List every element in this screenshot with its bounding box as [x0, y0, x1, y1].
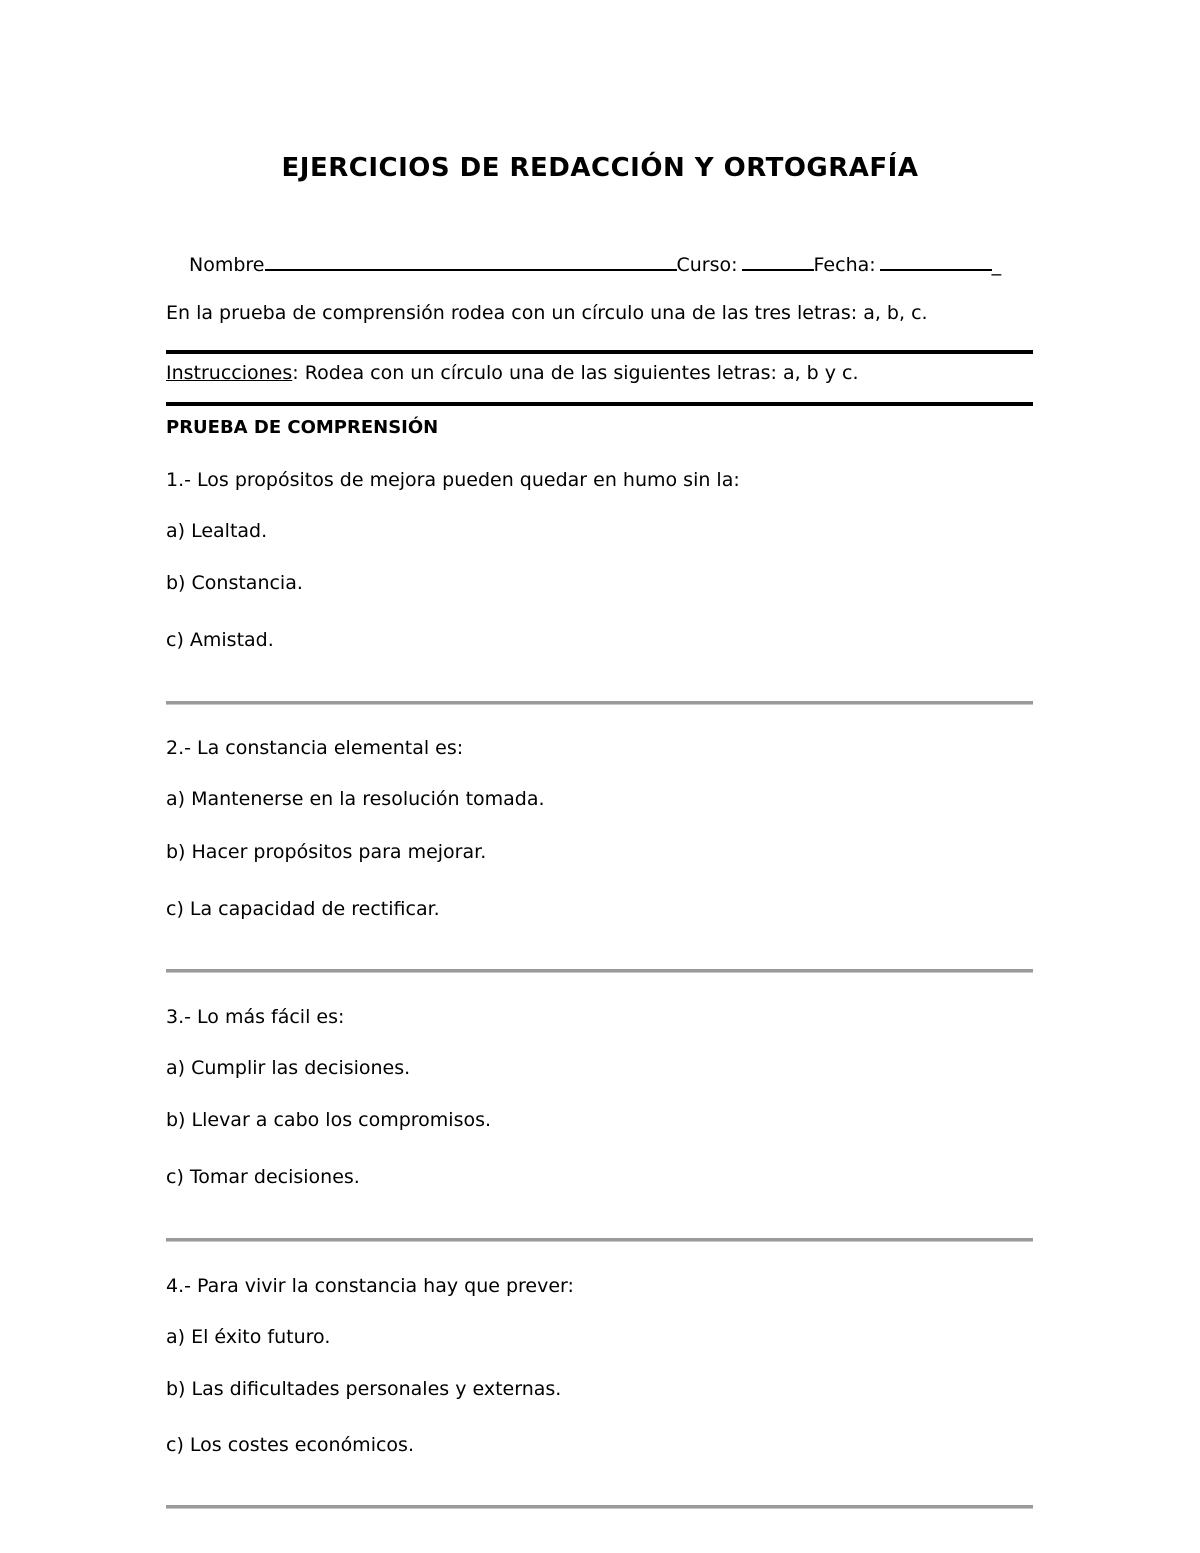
question-3-option-b[interactable]: b) Llevar a cabo los compromisos.	[166, 1109, 492, 1131]
question-1-option-b[interactable]: b) Constancia.	[166, 572, 303, 594]
question-4-option-a[interactable]: a) El éxito futuro.	[166, 1326, 331, 1348]
question-2-option-a[interactable]: a) Mantenerse en la resolución tomada.	[166, 788, 545, 810]
nombre-field[interactable]	[265, 251, 677, 271]
question-1-option-c[interactable]: c) Amistad.	[166, 629, 274, 651]
trailing-underscore: _	[991, 254, 1002, 276]
divider-top	[166, 350, 1033, 354]
separator-4	[166, 1505, 1033, 1509]
student-info-line	[189, 251, 1001, 276]
question-1-option-a[interactable]: a) Lealtad.	[166, 520, 268, 542]
instructions-line	[166, 362, 859, 384]
fecha-label: Fecha:	[813, 254, 876, 276]
separator-3	[166, 1238, 1033, 1242]
question-2-option-b[interactable]: b) Hacer propósitos para mejorar.	[166, 841, 487, 863]
section-title: PRUEBA DE COMPRENSIÓN	[166, 417, 439, 438]
divider-bottom	[166, 402, 1033, 406]
curso-field[interactable]	[742, 251, 814, 271]
curso-label: Curso:	[676, 254, 738, 276]
question-3-text: 3.- Lo más fácil es:	[166, 1006, 345, 1028]
nombre-label: Nombre	[189, 254, 265, 276]
question-3-option-a[interactable]: a) Cumplir las decisiones.	[166, 1057, 411, 1079]
separator-2	[166, 969, 1033, 973]
separator-1	[166, 701, 1033, 705]
question-3-option-c[interactable]: c) Tomar decisiones.	[166, 1166, 360, 1188]
page-title: EJERCICIOS DE REDACCIÓN Y ORTOGRAFÍA	[281, 153, 919, 183]
instructions-label: Instrucciones	[166, 362, 293, 384]
question-4-option-c[interactable]: c) Los costes económicos.	[166, 1434, 414, 1456]
question-1-text: 1.- Los propósitos de mejora pueden quedar en humo sin la:	[166, 469, 740, 491]
question-2-text: 2.- La constancia elemental es:	[166, 737, 464, 759]
question-2-option-c[interactable]: c) La capacidad de rectificar.	[166, 898, 440, 920]
intro-text: En la prueba de comprensión rodea con un círculo una de las tres letras: a, b, c.	[166, 302, 928, 324]
fecha-field[interactable]	[880, 251, 992, 271]
instructions-text: : Rodea con un círculo una de las siguientes letras: a, b y c.	[292, 362, 859, 384]
question-4-text: 4.- Para vivir la constancia hay que prever:	[166, 1275, 574, 1297]
question-4-option-b[interactable]: b) Las dificultades personales y externas.	[166, 1378, 562, 1400]
